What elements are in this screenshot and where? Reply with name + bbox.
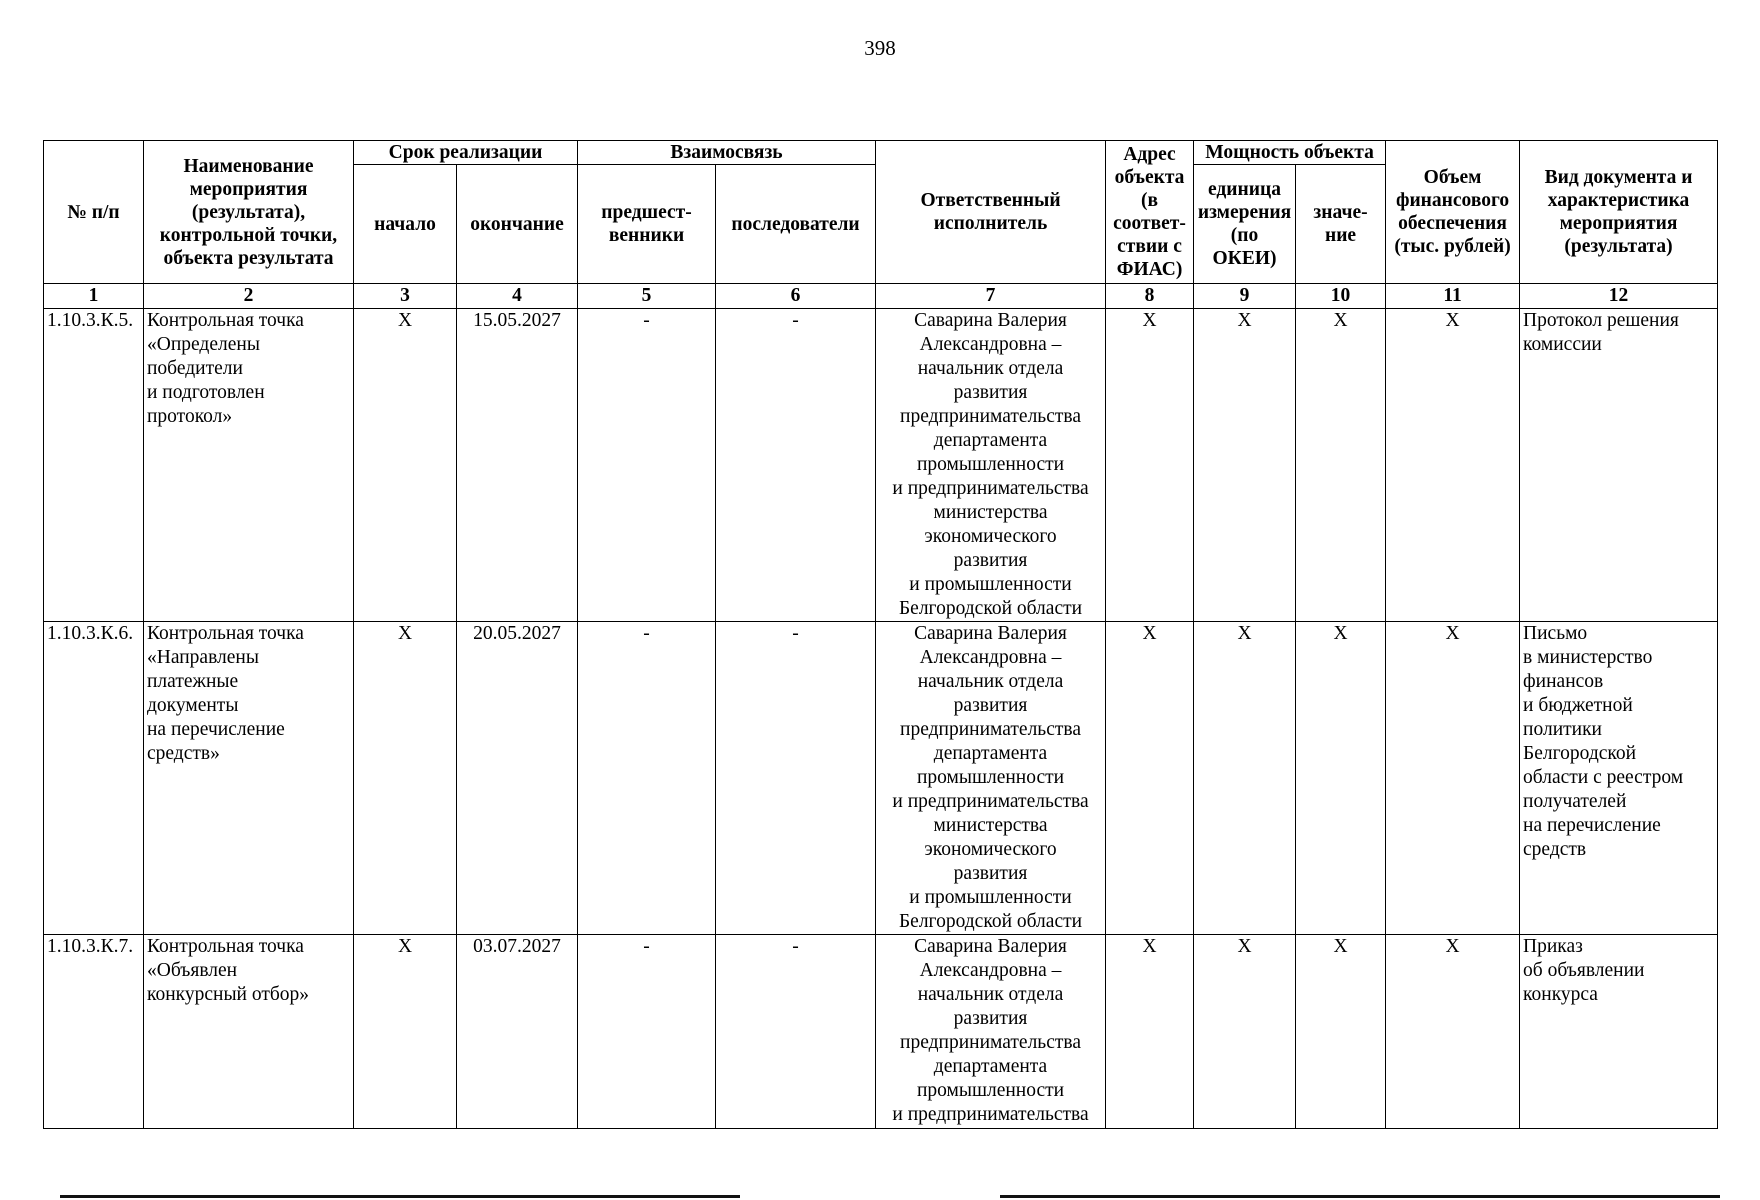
row-address: X [1106,309,1194,622]
row-end: 15.05.2027 [457,309,578,622]
row-responsible-line: начальник отдела [917,671,1064,692]
row-unit: X [1194,935,1296,1129]
header-end: окончание [457,165,578,284]
row-responsible [876,309,1106,622]
row-responsible-line: промышленности [916,767,1065,788]
row-name-line: средств» [147,743,220,764]
row-start: X [354,622,457,935]
row-document-line: конкурса [1523,984,1598,1005]
row-predecessors: - [578,622,716,935]
row-responsible-line: экономического [924,526,1057,547]
header-name: Наименование мероприятия (результата), контрольной точки, объекта результата [144,141,354,284]
header-row-groups [44,141,1718,165]
row-document-line: комиссии [1523,334,1602,355]
row-responsible-line: Белгородской области [898,598,1083,619]
row-predecessors: - [578,935,716,1129]
header-responsible: Ответственный исполнитель [876,141,1106,284]
row-responsible-line: и предпринимательства [892,1104,1089,1125]
column-number: 10 [1296,284,1386,309]
row-name [144,622,354,935]
column-number: 5 [578,284,716,309]
bottom-divider-right [1000,1195,1720,1198]
row-responsible-line: предпринимательства [900,406,1081,427]
row-responsible-line: развития [953,550,1028,571]
row-responsible-line: департамента [933,430,1048,451]
row-responsible [876,622,1106,935]
row-responsible-line: экономического [924,839,1057,860]
row-name-line: «Определены [147,334,260,355]
row-responsible-line: развития [953,1008,1028,1029]
row-value: X [1296,309,1386,622]
column-number: 1 [44,284,144,309]
row-name-line: Контрольная точка [147,623,304,644]
row-responsible-line: развития [953,382,1028,403]
bottom-divider-left [60,1195,740,1198]
row-start: X [354,935,457,1129]
header-value: значе-ние [1296,165,1386,284]
row-finance: X [1386,935,1520,1129]
header-predecessors: предшест-венники [578,165,716,284]
column-number: 3 [354,284,457,309]
row-document-line: и бюджетной [1523,695,1633,716]
row-responsible-line: и промышленности [909,574,1072,595]
row-responsible-line: и предпринимательства [892,478,1089,499]
row-number: 1.10.3.К.5. [44,309,144,622]
row-responsible-line: Саварина Валерия [914,623,1067,644]
row-document-line: в министерство [1523,647,1653,668]
row-responsible-line: промышленности [916,454,1065,475]
row-responsible-line: Саварина Валерия [914,936,1067,957]
row-document-line: Белгородской [1523,743,1637,764]
header-relation-group: Взаимосвязь [578,141,876,165]
header-address: Адрес объекта (в соответ-ствии с ФИАС) [1106,141,1194,284]
row-responsible-line: и предпринимательства [892,791,1089,812]
page-number: 398 [864,36,896,60]
row-number: 1.10.3.К.7. [44,935,144,1129]
row-name-line: конкурсный отбор» [147,984,310,1005]
row-responsible-line: министерства [933,815,1048,836]
row-responsible-line: департамента [933,743,1048,764]
row-document [1520,309,1718,622]
row-document-line: Протокол решения [1523,310,1679,331]
row-name-line: платежные [147,671,239,692]
row-responsible-line: развития [953,695,1028,716]
column-number: 9 [1194,284,1296,309]
header-capacity-group: Мощность объекта [1194,141,1386,165]
column-number: 6 [716,284,876,309]
row-name [144,309,354,622]
header-finance: Объем финансового обеспечения (тыс. рублей) [1386,141,1520,284]
row-name-line: «Направлены [147,647,259,668]
row-responsible-line: Александровна – [919,647,1062,668]
row-responsible-line: министерства [933,502,1048,523]
row-responsible-line: Александровна – [919,334,1062,355]
row-responsible-line: начальник отдела [917,984,1064,1005]
row-document-line: на перечисление [1523,815,1661,836]
header-num: № п/п [44,141,144,284]
row-finance: X [1386,309,1520,622]
row-document-line: об объявлении [1523,960,1645,981]
column-number: 11 [1386,284,1520,309]
header-document: Вид документа и характеристика мероприятия (результата) [1520,141,1718,284]
row-end: 20.05.2027 [457,622,578,935]
row-responsible-line: промышленности [916,1080,1065,1101]
row-address: X [1106,935,1194,1129]
row-number: 1.10.3.К.6. [44,622,144,935]
column-number: 8 [1106,284,1194,309]
row-responsible-line: Александровна – [919,960,1062,981]
row-name-line: Контрольная точка [147,936,304,957]
row-document-line: финансов [1523,671,1604,692]
row-document-line: средств [1523,839,1587,860]
row-name-line: Контрольная точка [147,310,304,331]
row-document-line: области с реестром [1523,767,1684,788]
column-number: 4 [457,284,578,309]
header-period-group: Срок реализации [354,141,578,165]
row-responsible-line: и промышленности [909,887,1072,908]
column-number: 2 [144,284,354,309]
row-responsible [876,935,1106,1129]
row-successors: - [716,935,876,1129]
row-responsible-line: начальник отдела [917,358,1064,379]
row-address: X [1106,622,1194,935]
row-predecessors: - [578,309,716,622]
row-name-line: победители [147,358,243,379]
header-start: начало [354,165,457,284]
row-start: X [354,309,457,622]
row-responsible-line: Саварина Валерия [914,310,1067,331]
row-document [1520,935,1718,1129]
row-document-line: получателей [1523,791,1627,812]
row-value: X [1296,622,1386,935]
row-document-line: Письмо [1523,623,1588,644]
row-responsible-line: предпринимательства [900,719,1081,740]
table-row [44,935,1718,1129]
row-end: 03.07.2027 [457,935,578,1129]
row-name-line: документы [147,695,239,716]
row-name-line: «Объявлен [147,960,238,981]
column-number-row [44,284,1718,309]
column-number: 7 [876,284,1106,309]
row-name-line: протокол» [147,406,233,427]
row-name-line: на перечисление [147,719,285,740]
row-unit: X [1194,309,1296,622]
row-finance: X [1386,622,1520,935]
row-name [144,935,354,1129]
row-successors: - [716,622,876,935]
column-number: 12 [1520,284,1718,309]
row-responsible-line: департамента [933,1056,1048,1077]
row-responsible-line: Белгородской области [898,911,1083,932]
row-responsible-line: развития [953,863,1028,884]
row-unit: X [1194,622,1296,935]
table-row [44,622,1718,935]
row-document [1520,622,1718,935]
table-row [44,309,1718,622]
plan-table [43,140,1718,1129]
row-responsible-line: предпринимательства [900,1032,1081,1053]
row-successors: - [716,309,876,622]
row-document-line: Приказ [1523,936,1583,957]
row-document-line: политики [1523,719,1602,740]
header-successors: последователи [716,165,876,284]
row-value: X [1296,935,1386,1129]
row-name-line: и подготовлен [147,382,265,403]
header-unit: единица измерения (по ОКЕИ) [1194,165,1296,284]
